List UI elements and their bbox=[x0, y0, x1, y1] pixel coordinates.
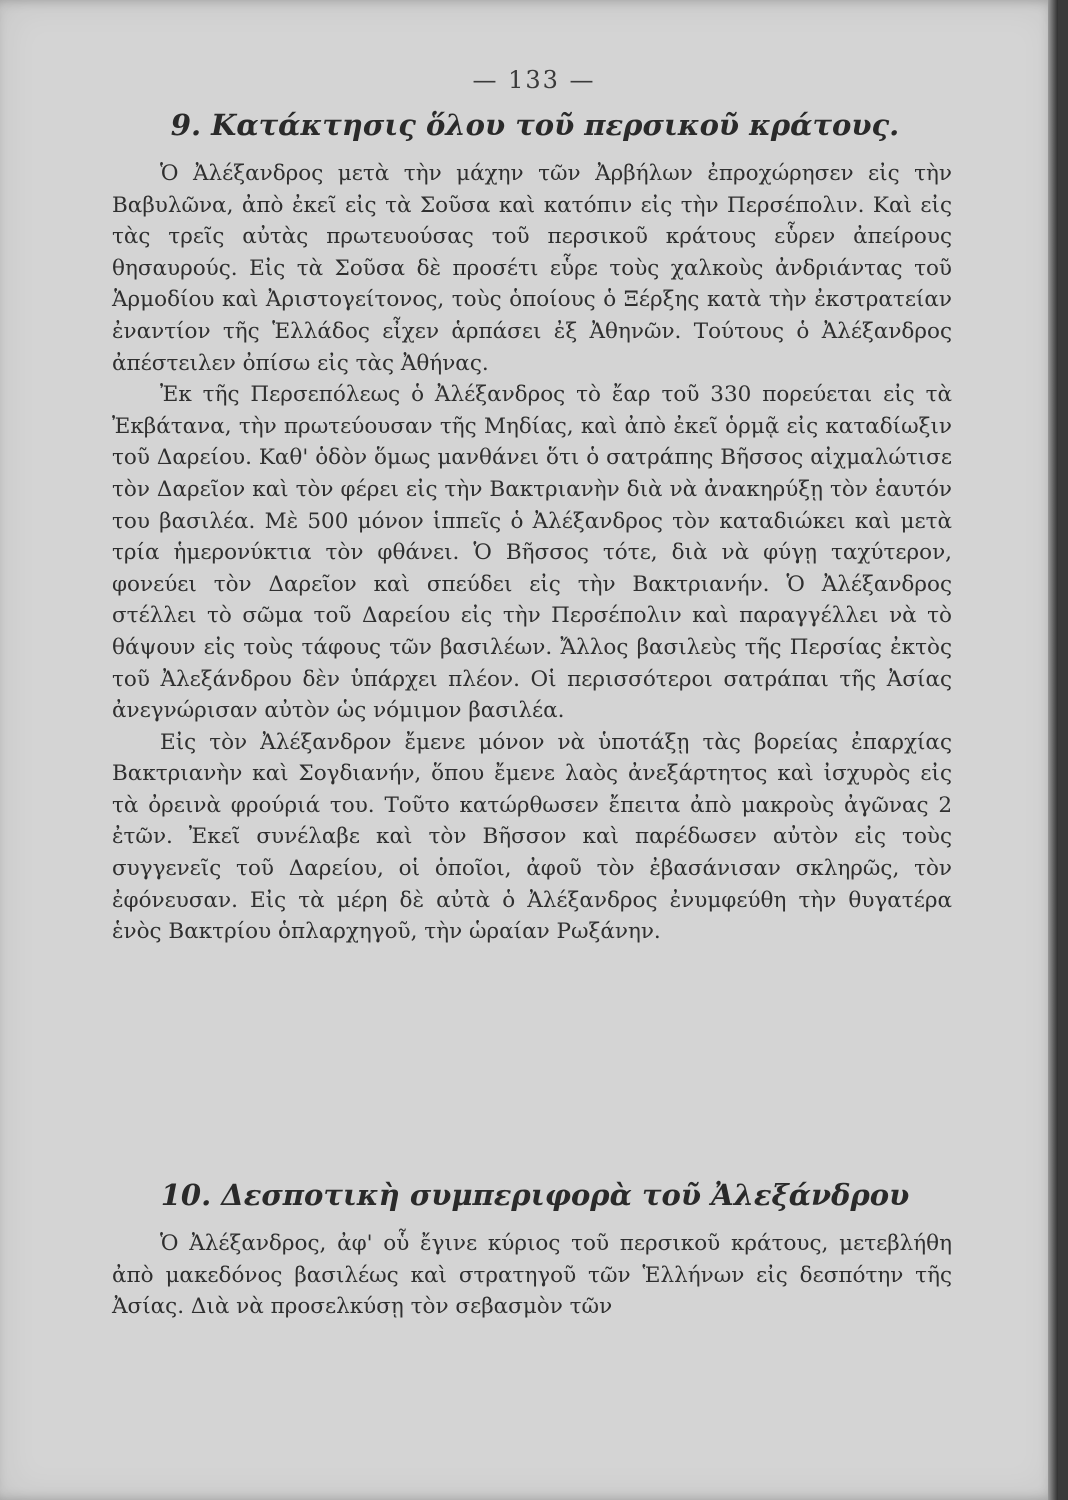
paragraph: Ἐκ τῆς Περσεπόλεως ὁ Ἀλέξανδρος τὸ ἔαρ τοῦ 330 πορεύεται εἰς τὰ Ἐκβάτανα, τὴν πρωτεύουσαν τῆς Μηδίας, καὶ ἀπὸ ἐκεῖ ὁρμᾷ εἰς καταδίωξιν τοῦ Δαρείου. Καθ' ὁδὸν ὅμως μανθάνει ὅτι ὁ σατράπης Βῆσσος αἰχμαλώτισε τὸν Δαρεῖον καὶ τὸν φέρει εἰς τὴν Βακτριανὴν διὰ νὰ ἀνακηρύξῃ τὸν ἑαυτόν του βασιλέα. Μὲ 500 μόνον ἱππεῖς ὁ Ἀλέξανδρος τὸν καταδιώκει καὶ μετὰ τρία ἡμερονύκτια τὸν φθάνει. Ὁ Βῆσσος τότε, διὰ νὰ φύγῃ ταχύτερον, φονεύει τὸν Δαρεῖον καὶ σπεύδει εἰς τὴν Βακτριανήν. Ὁ Ἀλέξανδρος στέλλει τὸ σῶμα τοῦ Δαρείου εἰς τὴν Περσέπολιν καὶ παραγγέλλει νὰ τὸ θάψουν εἰς τοὺς τάφους τῶν βασιλέων. Ἄλλος βασιλεὺς τῆς Περσίας ἐκτὸς τοῦ Ἀλεξάνδρου δὲν ὑπάρχει πλέον. Οἱ περισσότεροι σατράπαι τῆς Ἀσίας ἀνεγνώρισαν αὐτὸν ὡς νόμιμον βασιλέα. bbox=[112, 382, 952, 724]
paragraph: Εἰς τὸν Ἀλέξανδρον ἔμενε μόνον νὰ ὑποτάξῃ τὰς βορείας ἐπαρχίας Βακτριανὴν καὶ Σογδιανήν, ὅπου ἔμενε λαὸς ἀνεξάρτητος καὶ ἰσχυρὸς εἰς τὰ ὀρεινὰ φρούριά του. Τοῦτο κατώρθωσεν ἔπειτα ἀπὸ μακροὺς ἀγῶνας 2 ἐτῶν. Ἐκεῖ συνέλαβε καὶ τὸν Βῆσσον καὶ παρέδωσεν αὐτὸν εἰς τοὺς συγγενεῖς τοῦ Δαρείου, οἱ ὁποῖοι, ἀφοῦ τὸν ἐβασάνισαν σκληρῶς, τὸν ἐφόνευσαν. Εἰς τὰ μέρη δὲ αὐτὰ ὁ Ἀλέξανδρος ἐνυμφεύθη τὴν θυγατέρα ἑνὸς Βακτρίου ὁπλαρχηγοῦ, τὴν ὡραίαν Ρωξάνην. bbox=[112, 729, 952, 945]
page-edge bbox=[1048, 0, 1058, 1500]
section-9-body bbox=[112, 158, 952, 948]
page-number: — 133 — bbox=[472, 66, 596, 94]
section-10-body bbox=[112, 1228, 952, 1323]
section-9-heading: 9. Κατάκτησις ὅλου τοῦ περσικοῦ κράτους. bbox=[170, 108, 900, 142]
paragraph: Ὁ Ἀλέξανδρος, ἀφ' οὗ ἔγινε κύριος τοῦ περσικοῦ κράτους, μετεβλήθη ἀπὸ μακεδόνος βασιλέως καὶ στρατηγοῦ τῶν Ἑλλήνων εἰς δεσπότην τῆς Ἀσίας. Διὰ νὰ προσελκύσῃ τὸν σεβασμὸν τῶν bbox=[112, 1231, 952, 1320]
paragraph: Ὁ Ἀλέξανδρος μετὰ τὴν μάχην τῶν Ἀρβήλων ἐπροχώρησεν εἰς τὴν Βαβυλῶνα, ἀπὸ ἐκεῖ εἰς τὰ Σοῦσα καὶ κατόπιν εἰς τὴν Περσέπολιν. Καὶ εἰς τὰς τρεῖς αὐτὰς πρωτευούσας τοῦ περσικοῦ κράτους εὗρεν ἀπείρους θησαυρούς. Εἰς τὰ Σοῦσα δὲ προσέτι εὗρε τοὺς χαλκοὺς ἀνδριάντας τοῦ Ἁρμοδίου καὶ Ἀριστογείτονος, τοὺς ὁποίους ὁ Ξέρξης κατὰ τὴν ἐκστρατείαν ἐναντίον τῆς Ἑλλάδος εἶχεν ἁρπάσει ἐξ Ἀθηνῶν. Τούτους ὁ Ἀλέξανδρος ἀπέστειλεν ὀπίσω εἰς τὰς Ἀθήνας. bbox=[112, 161, 952, 376]
section-10-heading: 10. Δεσποτικὴ συμπεριφορὰ τοῦ Ἀλεξάνδρου bbox=[160, 1178, 910, 1212]
